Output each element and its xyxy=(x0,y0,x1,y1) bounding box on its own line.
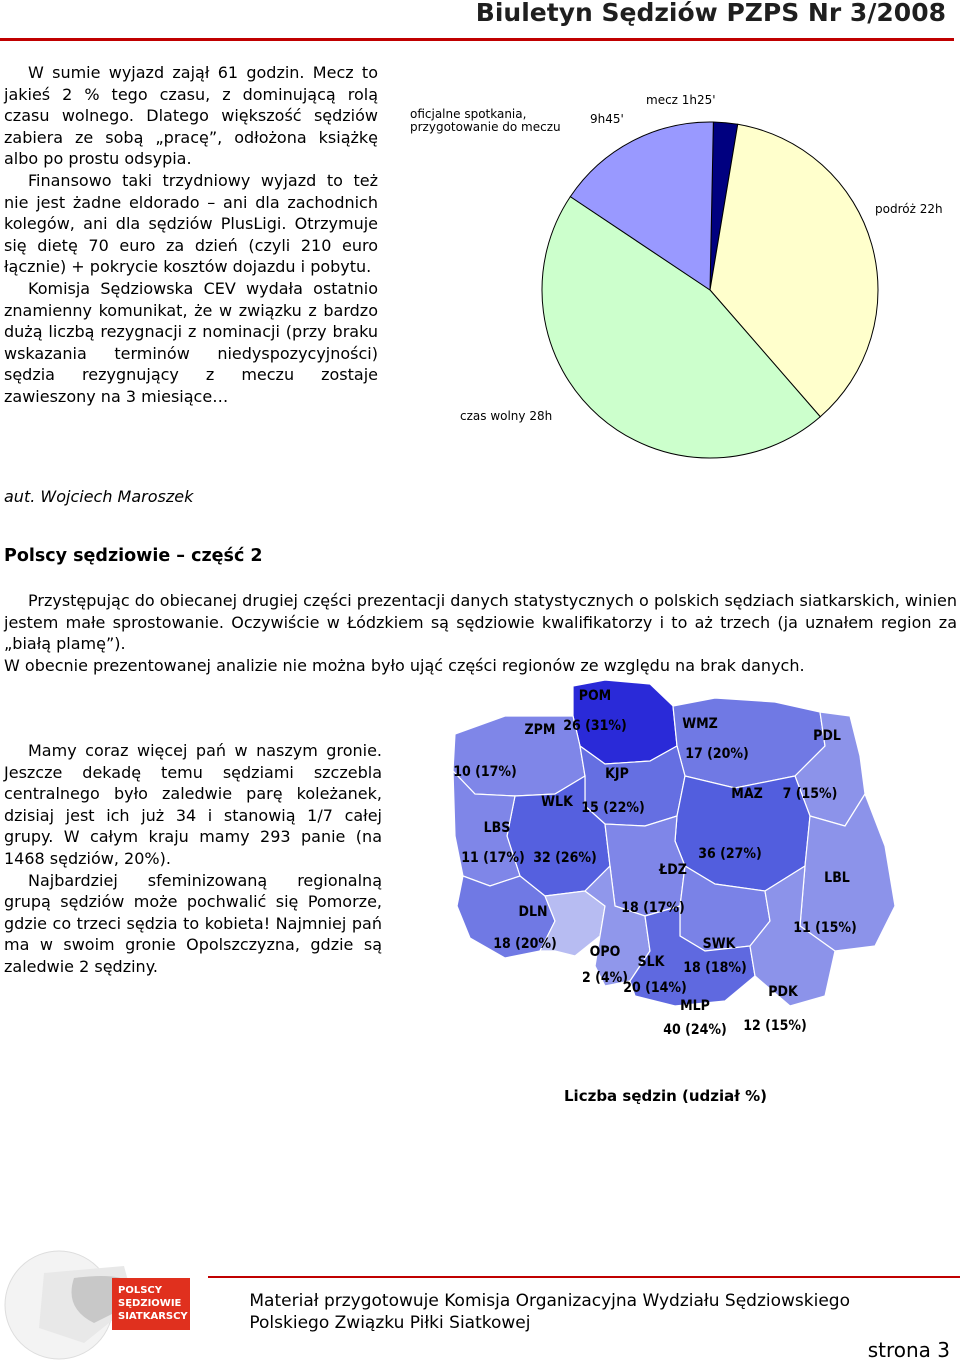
map-label-value-pom: 26 (31%) xyxy=(563,718,627,734)
map-label-value-swk: 18 (18%) xyxy=(683,960,747,976)
map-label-value-łdz: 18 (17%) xyxy=(621,900,685,916)
pie-label-spotkania-1: oficjalne spotkania, xyxy=(410,107,527,121)
map-label-code-lbl: LBL xyxy=(824,870,850,886)
map-label-value-opo: 2 (4%) xyxy=(581,970,629,986)
paragraph-trip-summary: W sumie wyjazd zajął 61 godzin. Mecz to jakieś 2 % tego czasu, z dominującą rolą czasu wolnego. Dlatego większość sędziów zabiera ze sobą „pracę”, odłożona książkę albo po prostu odsypia. xyxy=(4,63,378,169)
map-label-value-wlk: 32 (26%) xyxy=(533,850,597,866)
header-rule xyxy=(0,38,954,41)
map-label-code-mlp: MLP xyxy=(680,998,710,1014)
map-label-value-zpm: 10 (17%) xyxy=(453,764,517,780)
map-label-code-slk: SLK xyxy=(637,954,665,970)
map-label-code-pdl: PDL xyxy=(813,728,841,744)
pie-label-czas-wolny: czas wolny 28h xyxy=(460,409,553,423)
bulletin-title: Biuletyn Sędziów PZPS Nr 3/2008 xyxy=(475,0,946,27)
svg-text:SIATKARSCY: SIATKARSCY xyxy=(118,1311,188,1322)
intro-paragraph-1: Przystępując do obiecanej drugiej części prezentacji danych statystycznych o polskich sędziach siatkarskich, winien jestem małe sprostowanie. Oczywiście w Łódzkiem są sędziowie kwalifikatorzy i to aż trzech (ja uznałem region za „białą plamę”). xyxy=(4,591,957,654)
map-label-value-lbl: 11 (15%) xyxy=(793,920,857,936)
map-label-code-dln: DLN xyxy=(518,904,548,920)
map-label-value-kjp: 15 (22%) xyxy=(581,800,645,816)
map-label-code-lbs: LBS xyxy=(483,820,511,836)
section-title: Polscy sędziowie – część 2 xyxy=(4,546,263,566)
footer-line-2: Polskiego Związku Piłki Siatkowej xyxy=(249,1313,531,1333)
map-label-code-kjp: KJP xyxy=(605,766,629,782)
women-text-column xyxy=(4,740,382,978)
map-label-value-maz: 36 (27%) xyxy=(698,846,762,862)
map-label-code-pom: POM xyxy=(578,688,612,704)
intro-text xyxy=(4,590,957,676)
map-label-code-łdz: ŁDZ xyxy=(659,862,687,878)
paragraph-finance: Finansowo taki trzydniowy wyjazd to też nie jest żadne eldorado – ani dla zachodnich kolegów, ani dla sędziów PlusLigi. Otrzymuje się dietę 70 euro za dzień (czyli 210 euro łącznie) + pokrycie kosztów dojazdu i pobytu. xyxy=(4,170,378,277)
top-text-column xyxy=(4,62,378,408)
map-label-value-dln: 18 (20%) xyxy=(493,936,557,952)
map-label-value-pdl: 7 (15%) xyxy=(782,786,838,802)
map-label-code-wlk: WLK xyxy=(541,794,573,810)
map-label-value-lbs: 11 (17%) xyxy=(461,850,525,866)
paragraph-cev: Komisja Sędziowska CEV wydała ostatnio znamienny komunikat, że w związku z bardzo dużą liczbą rezygnacji z nominacji (przy braku wskazania terminów niedyspozycyjności) sędzia rezygnujący z meczu zostaje zawieszony na 3 miesiące… xyxy=(4,278,378,406)
map-label-code-pdk: PDK xyxy=(768,984,798,1000)
map-label-code-zpm: ZPM xyxy=(524,722,556,738)
map-label-code-swk: SWK xyxy=(702,936,736,952)
map-label-value-pdk: 12 (15%) xyxy=(743,1018,807,1034)
logo xyxy=(4,1248,194,1363)
map-label-value-wmz: 17 (20%) xyxy=(685,746,749,762)
paragraph-women-regions: Najbardziej sfeminizowaną regionalną grupą sędziów może pochwalić się Pomorze, gdzie co trzeci sędzia to kobieta! Najmniej pań ma w swoim gronie Opolszczyzna, gdzie są zaledwie 2 sędziny. xyxy=(4,870,382,976)
map-label-code-maz: MAZ xyxy=(731,786,763,802)
map-label-code-wmz: WMZ xyxy=(682,716,718,732)
poland-regions-map xyxy=(445,676,960,1076)
intro-paragraph-2: W obecnie prezentowanej analizie nie można było ująć części regionów ze względu na brak danych. xyxy=(4,655,805,675)
pie-slices xyxy=(542,122,878,458)
time-pie-chart xyxy=(400,80,960,470)
svg-text:SĘDZIOWIE: SĘDZIOWIE xyxy=(118,1298,182,1309)
map-label-value-slk: 20 (14%) xyxy=(623,980,687,996)
footer-text xyxy=(249,1290,850,1334)
pie-label-mecz: mecz 1h25' xyxy=(646,93,716,107)
pie-label-podroz: podróż 22h xyxy=(875,202,943,216)
map-label-code-opo: OPO xyxy=(589,944,621,960)
footer-rule xyxy=(208,1276,960,1278)
map-caption: Liczba sędzin (udział %) xyxy=(564,1087,767,1105)
map-label-value-mlp: 40 (24%) xyxy=(663,1022,727,1038)
page-number: strona 3 xyxy=(867,1338,950,1362)
svg-text:POLSCY: POLSCY xyxy=(118,1285,162,1296)
author: aut. Wojciech Maroszek xyxy=(4,487,194,506)
pie-label-spotkania-value: 9h45' xyxy=(590,112,624,126)
paragraph-women-count: Mamy coraz więcej pań w naszym gronie. Jeszcze dekadę temu sędziami szczebla centralnego było zaledwie parę koleżanek, dzisiaj jest ich już 34 i stanowią 1/7 całej grupy. W całym kraju mamy 293 panie (na 1468 sędziów, 20%). xyxy=(4,741,382,868)
footer-line-1: Materiał przygotowuje Komisja Organizacyjna Wydziału Sędziowskiego xyxy=(249,1291,850,1311)
pie-label-spotkania-2: przygotowanie do meczu xyxy=(410,120,561,134)
